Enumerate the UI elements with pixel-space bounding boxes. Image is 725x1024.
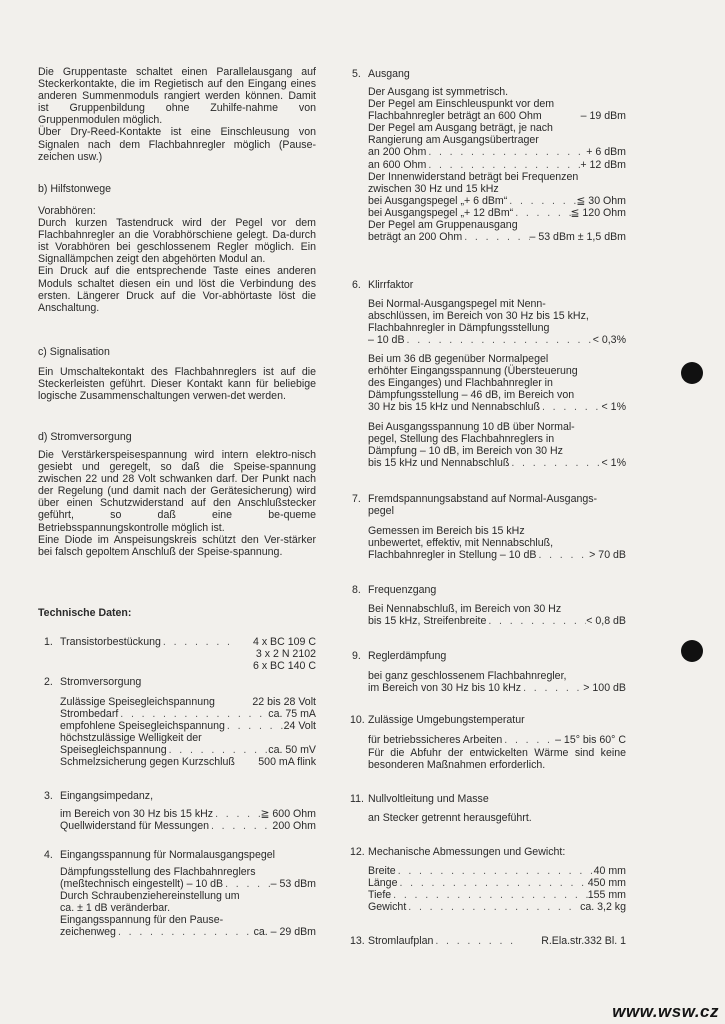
spec-label: Schmelzsicherung gegen Kurzschluß — [60, 756, 235, 769]
section-b-paragraph: Durch kurzen Tastendruck wird der Pegel vor dem Flachbahnregler an die Vorabhörschiene gelegt. Da-durch ist Vorabhören bei geschlossenem Regler möglich. Ein Signallämpchen zeigt den abgehörten Modul an. — [38, 217, 316, 266]
spec-number: 11. — [350, 793, 364, 805]
spec-value: ca. 3,2 kg — [580, 901, 626, 914]
spec-dimensions-title: Mechanische Abmessungen und Gewicht: — [368, 846, 566, 858]
spec-label: Rangierung am Ausgangsübertrager — [368, 134, 539, 147]
section-d-paragraph: Die Verstärkerspeisespannung wird intern elektro-nisch gesiebt und geregelt, so daß die Speise-spannung zwischen 22 und 28 Volt schwanken darf. Der Punkt nach der Regelung (und damit nach der Gerätesicherung) wird über einen Schutzwiderstand auf den Anschlußstecker geführt, so daß eine be-queme Betriebsspannungskontrolle möglich ist. — [38, 449, 316, 534]
spec-label: pegel, Stellung des Flachbahnreglers in — [368, 433, 555, 446]
spec-row — [368, 365, 626, 377]
spec-value: 4 x BC 109 C — [252, 636, 316, 648]
spec-label: bis 15 kHz, Streifenbreite — [368, 615, 487, 628]
spec-label: Der Pegel am Gruppenausgang — [368, 219, 518, 232]
spec-label: bei Ausgangspegel „+ 12 dBm“ — [368, 206, 514, 219]
spec-label: Flachbahnregler beträgt an 600 Ohm — [368, 110, 542, 123]
spec-label: Länge — [368, 877, 398, 890]
spec-value: < 1% — [601, 457, 626, 470]
spec-number: 6. — [352, 279, 361, 291]
spec-label: für betriebssicheres Arbeiten — [368, 734, 503, 746]
spec-value: – 19 dBm — [580, 110, 626, 123]
spec-fader-attenuation — [368, 670, 626, 694]
spec-row — [368, 310, 626, 322]
spec-temperature-title: Zulässige Umgebungstemperatur — [368, 714, 525, 726]
spec-label: erhöhter Eingangsspannung (Übersteuerung — [368, 365, 578, 378]
watermark: www.wsw.cz — [612, 1002, 719, 1021]
spec-number: 9. — [352, 650, 361, 662]
spec-row — [368, 298, 626, 310]
spec-output — [368, 86, 626, 243]
spec-row — [368, 334, 626, 346]
spec-label: des Einganges) und Flachbahnregler in — [368, 377, 553, 390]
spec-title-line: Fremdspannungsabstand auf Normal-Ausgangs- — [368, 493, 598, 505]
spec-row — [60, 732, 316, 744]
spec-row — [368, 734, 626, 746]
spec-row — [368, 195, 626, 207]
spec-temperature-note: Für die Abfuhr der entwickelten Wärme sind keine besonderen Maßnahmen erforderlich. — [368, 747, 626, 772]
section-c-heading: c) Signalisation — [38, 346, 110, 358]
spec-value: < 0,8 dB — [586, 615, 626, 628]
spec-label: bei ganz geschlossenem Flachbahnregler, — [368, 670, 567, 682]
spec-label: Bei Normal-Ausgangspegel mit Nenn- — [368, 298, 546, 310]
leader-dots — [426, 146, 586, 158]
spec-number: 13. — [350, 935, 365, 947]
spec-value: > 70 dB — [589, 549, 626, 562]
leader-dots — [223, 878, 271, 890]
spec-label: Gewicht — [368, 901, 407, 914]
spec-number: 8. — [352, 584, 361, 596]
spec-number: 12. — [350, 846, 365, 858]
spec-label: ca. ± 1 dB veränderbar. — [60, 902, 171, 915]
spec-input-voltage — [60, 866, 316, 939]
leader-dots — [396, 865, 594, 877]
spec-number: 3. — [44, 790, 53, 802]
intro-paragraph: Über Dry-Reed-Kontakte ist eine Einschleusung von Signalen nach dem Flachbahnregler möglich (Pause-zeichen usw.) — [38, 126, 316, 163]
spec-value: ca. – 29 dBm — [253, 926, 316, 939]
spec-label: zwischen 30 Hz und 15 kHz — [368, 182, 499, 195]
leader-dots — [167, 744, 269, 756]
spec-title-line: pegel — [368, 505, 394, 518]
spec-row — [368, 401, 626, 413]
spec-label: an 200 Ohm — [368, 146, 427, 159]
spec-label: an 600 Ohm — [368, 158, 427, 171]
spec-frequency-response — [368, 603, 626, 627]
leader-dots — [513, 207, 570, 219]
spec-row — [368, 159, 626, 171]
spec-row — [60, 756, 316, 768]
spec-value: 22 bis 28 Volt — [252, 696, 316, 708]
spec-row — [368, 231, 626, 243]
spec-value: 155 mm — [587, 889, 626, 902]
spec-power-supply-title: Stromversorgung — [60, 676, 142, 688]
leader-dots — [391, 889, 588, 901]
spec-number: 2. — [44, 676, 53, 688]
spec-input-impedance-title: Eingangsimpedanz, — [60, 790, 154, 802]
spec-value: 24 Volt — [283, 720, 316, 733]
section-b-paragraph: Vorabhören: — [38, 205, 96, 217]
spec-row — [368, 682, 626, 694]
spec-label: höchstzulässige Welligkeit der — [60, 732, 202, 745]
spec-noise-ratio-title — [368, 493, 626, 517]
spec-label: Bei Ausgangsspannung 10 dB über Normal- — [368, 421, 575, 433]
leader-dots — [426, 159, 580, 171]
leader-dots — [116, 926, 254, 938]
spec-label: Eingangsspannung für den Pause- — [60, 914, 224, 927]
spec-value: > 100 dB — [583, 682, 626, 695]
leader-dots — [405, 334, 593, 346]
leader-dots — [540, 401, 602, 413]
spec-label: Speisegleichspannung — [60, 744, 167, 757]
spec-row — [368, 183, 626, 195]
spec-value: 200 Ohm — [272, 820, 316, 833]
spec-row — [60, 890, 316, 902]
spec-row — [368, 537, 626, 549]
spec-row — [368, 433, 626, 445]
spec-label: unbewertet, effektiv, mit Nennabschluß, — [368, 537, 554, 550]
spec-value: < 0,3% — [592, 334, 626, 347]
leader-dots — [209, 820, 272, 832]
spec-value: ca. 50 mV — [268, 744, 316, 757]
spec-row — [368, 421, 626, 433]
leader-dots — [118, 708, 268, 720]
spec-fader-attenuation-title: Reglerdämpfung — [368, 650, 447, 662]
leader-dots — [521, 682, 583, 694]
spec-label: Tiefe — [368, 889, 392, 902]
technical-data-title: Technische Daten: — [38, 607, 132, 619]
leader-dots — [225, 720, 284, 732]
spec-label: im Bereich von 30 Hz bis 10 kHz — [368, 682, 522, 695]
spec-label: beträgt an 200 Ohm — [368, 231, 463, 244]
spec-value: 3 x 2 N 2102 — [255, 648, 316, 661]
spec-value: ≦ 30 Ohm — [576, 194, 626, 207]
spec-value: ≦ 120 Ohm — [570, 206, 626, 219]
spec-value: + 6 dBm — [586, 146, 626, 159]
spec-label: bei Ausgangspegel „+ 6 dBm“ — [368, 194, 508, 207]
spec-value: R.Ela.str.332 Bl. 1 — [541, 935, 626, 947]
spec-row — [368, 389, 626, 401]
spec-number: 10. — [350, 714, 365, 726]
spec-row — [368, 353, 626, 365]
spec-label: Quellwiderstand für Messungen — [60, 820, 209, 833]
spec-number: 7. — [352, 493, 361, 505]
spec-row — [368, 445, 626, 457]
leader-dots — [406, 901, 580, 913]
spec-label: empfohlene Speisegleichspannung — [60, 720, 225, 733]
spec-row — [60, 914, 316, 926]
spec-distortion — [368, 353, 626, 413]
spec-row — [368, 122, 626, 134]
spec-label: bis 15 kHz und Nennabschluß — [368, 457, 510, 470]
spec-number: 4. — [44, 849, 53, 861]
section-d-paragraph: Eine Diode im Anspeisungskreis schützt den Ver-stärker bei falsch gepoltem Anschluß der Speise-spannung. — [38, 533, 316, 558]
spec-label: Durch Schraubenziehereinstellung um — [60, 890, 240, 903]
spec-distortion-title: Klirrfaktor — [368, 279, 414, 291]
spec-noise-ratio — [368, 525, 626, 561]
spec-row — [368, 603, 626, 615]
spec-label: Der Pegel am Ausgang beträgt, je nach — [368, 122, 553, 135]
spec-distortion — [368, 298, 626, 346]
leader-dots — [462, 231, 529, 243]
spec-value: 450 mm — [587, 877, 626, 890]
spec-input-voltage-title: Eingangsspannung für Normalausgangspegel — [60, 849, 275, 861]
spec-row — [60, 866, 316, 878]
section-d-text — [38, 449, 316, 558]
spec-value: + 12 dBm — [580, 158, 626, 171]
spec-row — [60, 878, 316, 890]
spec-frequency-response-title: Frequenzgang — [368, 584, 437, 596]
spec-distortion — [368, 421, 626, 469]
spec-title: Transistorbestückung — [60, 636, 161, 648]
spec-label: (meßtechnisch eingestellt) – 10 dB — [60, 878, 224, 891]
spec-value: < 1% — [601, 401, 626, 414]
spec-value: ca. 75 mA — [268, 708, 316, 721]
leader-dots — [507, 195, 576, 207]
spec-label: Dämpfung – 10 dB, im Bereich von 30 Hz — [368, 445, 563, 458]
spec-row — [60, 902, 316, 914]
spec-row — [60, 808, 316, 820]
spec-row — [368, 877, 626, 889]
spec-value: – 53 dBm ± 1,5 dBm — [529, 231, 626, 244]
spec-row — [368, 549, 626, 561]
spec-circuit-diagram — [368, 935, 626, 947]
spec-label: 30 Hz bis 15 kHz und Nennabschluß — [368, 401, 540, 414]
spec-row — [368, 207, 626, 219]
spec-label: Zulässige Speisegleichspannung — [60, 696, 215, 708]
leader-dots — [397, 877, 587, 889]
spec-label: abschlüssen, im Bereich von 30 Hz bis 15 kHz, — [368, 310, 589, 323]
spec-label: Der Innenwiderstand beträgt bei Frequenzen — [368, 170, 579, 183]
spec-label: Strombedarf — [60, 708, 119, 721]
spec-value: ≧ 600 Ohm — [260, 808, 316, 820]
spec-row — [368, 86, 626, 98]
spec-row — [368, 525, 626, 537]
spec-row — [60, 696, 316, 708]
spec-value: – 15° bis 60° C — [555, 734, 626, 746]
spec-label: im Bereich von 30 Hz bis 15 kHz — [60, 808, 214, 820]
spec-label: Der Pegel am Einschleuspunkt vor dem — [368, 98, 555, 111]
spec-value: – 53 dBm — [270, 878, 316, 891]
spec-row — [368, 219, 626, 231]
spec-transistors — [60, 636, 316, 672]
section-b-paragraph: Ein Druck auf die entsprechende Taste eines anderen Moduls schaltet diesen ein und löst die Verbindung des ersten. Längerer Druck auf die Vor-abhörtaste löst die Anschaltung. — [38, 265, 316, 314]
spec-title: Stromlaufplan — [368, 935, 434, 947]
spec-row — [60, 720, 316, 732]
spec-output-title: Ausgang — [368, 68, 410, 80]
spec-row — [368, 457, 626, 469]
spec-value: 6 x BC 140 C — [252, 660, 316, 673]
intro-text — [38, 66, 316, 163]
spec-row — [368, 134, 626, 146]
spec-number: 1. — [44, 636, 53, 648]
spec-label: Bei Nennabschluß, im Bereich von 30 Hz — [368, 603, 562, 615]
spec-label: Dämpfungsstellung des Flachbahnreglers — [60, 866, 256, 878]
leader-dots — [536, 549, 589, 561]
spec-label: Der Ausgang ist symmetrisch. — [368, 86, 509, 98]
punch-hole-icon — [681, 640, 703, 662]
spec-row — [368, 98, 626, 110]
spec-row — [368, 171, 626, 183]
spec-row — [368, 670, 626, 682]
spec-ground-text: an Stecker getrennt herausgeführt. — [368, 812, 532, 824]
spec-row — [368, 889, 626, 901]
spec-row — [60, 926, 316, 938]
spec-label: Breite — [368, 865, 396, 877]
spec-row — [60, 820, 316, 832]
section-d-heading: d) Stromversorgung — [38, 431, 132, 443]
spec-row — [368, 110, 626, 122]
intro-paragraph: Die Gruppentaste schaltet einen Parallelausgang auf Steckerkontakte, die im Regietisch auf den Eingang eines anderen Summenmoduls rangiert werden können. Damit ist Gruppenbildung ohne Zuhilfe-nahme von Gruppenmodulen möglich. — [38, 66, 316, 127]
punch-hole-icon — [681, 362, 703, 384]
leader-dots — [502, 734, 555, 746]
spec-row — [368, 146, 626, 158]
spec-label: zeichenweg — [60, 926, 116, 939]
spec-power-supply — [60, 696, 316, 769]
section-c-text: Ein Umschaltekontakt des Flachbahnreglers ist auf die Steckerleisten geführt. Dieser Kontakt kann für beliebige logische Zusammenschaltungen verwen-det werden. — [38, 366, 316, 403]
leader-dots — [213, 808, 261, 820]
spec-input-impedance — [60, 808, 316, 832]
spec-row — [60, 744, 316, 756]
spec-label: Dämpfungsstellung – 46 dB, im Bereich von — [368, 389, 575, 402]
spec-temperature — [368, 734, 626, 746]
spec-label: Bei um 36 dB gegenüber Normalpegel — [368, 353, 549, 365]
spec-row — [368, 377, 626, 389]
spec-number: 5. — [352, 68, 361, 80]
spec-row — [368, 901, 626, 913]
leader-dots — [509, 457, 601, 469]
leader-dots — [486, 615, 586, 627]
spec-value: 500 mA flink — [258, 756, 316, 769]
section-b-text — [38, 205, 316, 314]
spec-ground-title: Nullvoltleitung und Masse — [368, 793, 489, 805]
spec-label: Flachbahnregler in Stellung – 10 dB — [368, 549, 537, 562]
spec-value: 40 mm — [593, 865, 626, 877]
spec-label: – 10 dB — [368, 334, 405, 347]
spec-dimensions — [368, 865, 626, 913]
spec-label: Flachbahnregler in Dämpfungsstellung — [368, 322, 550, 335]
spec-row — [368, 322, 626, 334]
spec-label: Gemessen im Bereich bis 15 kHz — [368, 525, 525, 537]
spec-row — [368, 615, 626, 627]
section-b-heading: b) Hilfstonwege — [38, 183, 112, 195]
spec-row — [368, 865, 626, 877]
spec-row — [60, 708, 316, 720]
